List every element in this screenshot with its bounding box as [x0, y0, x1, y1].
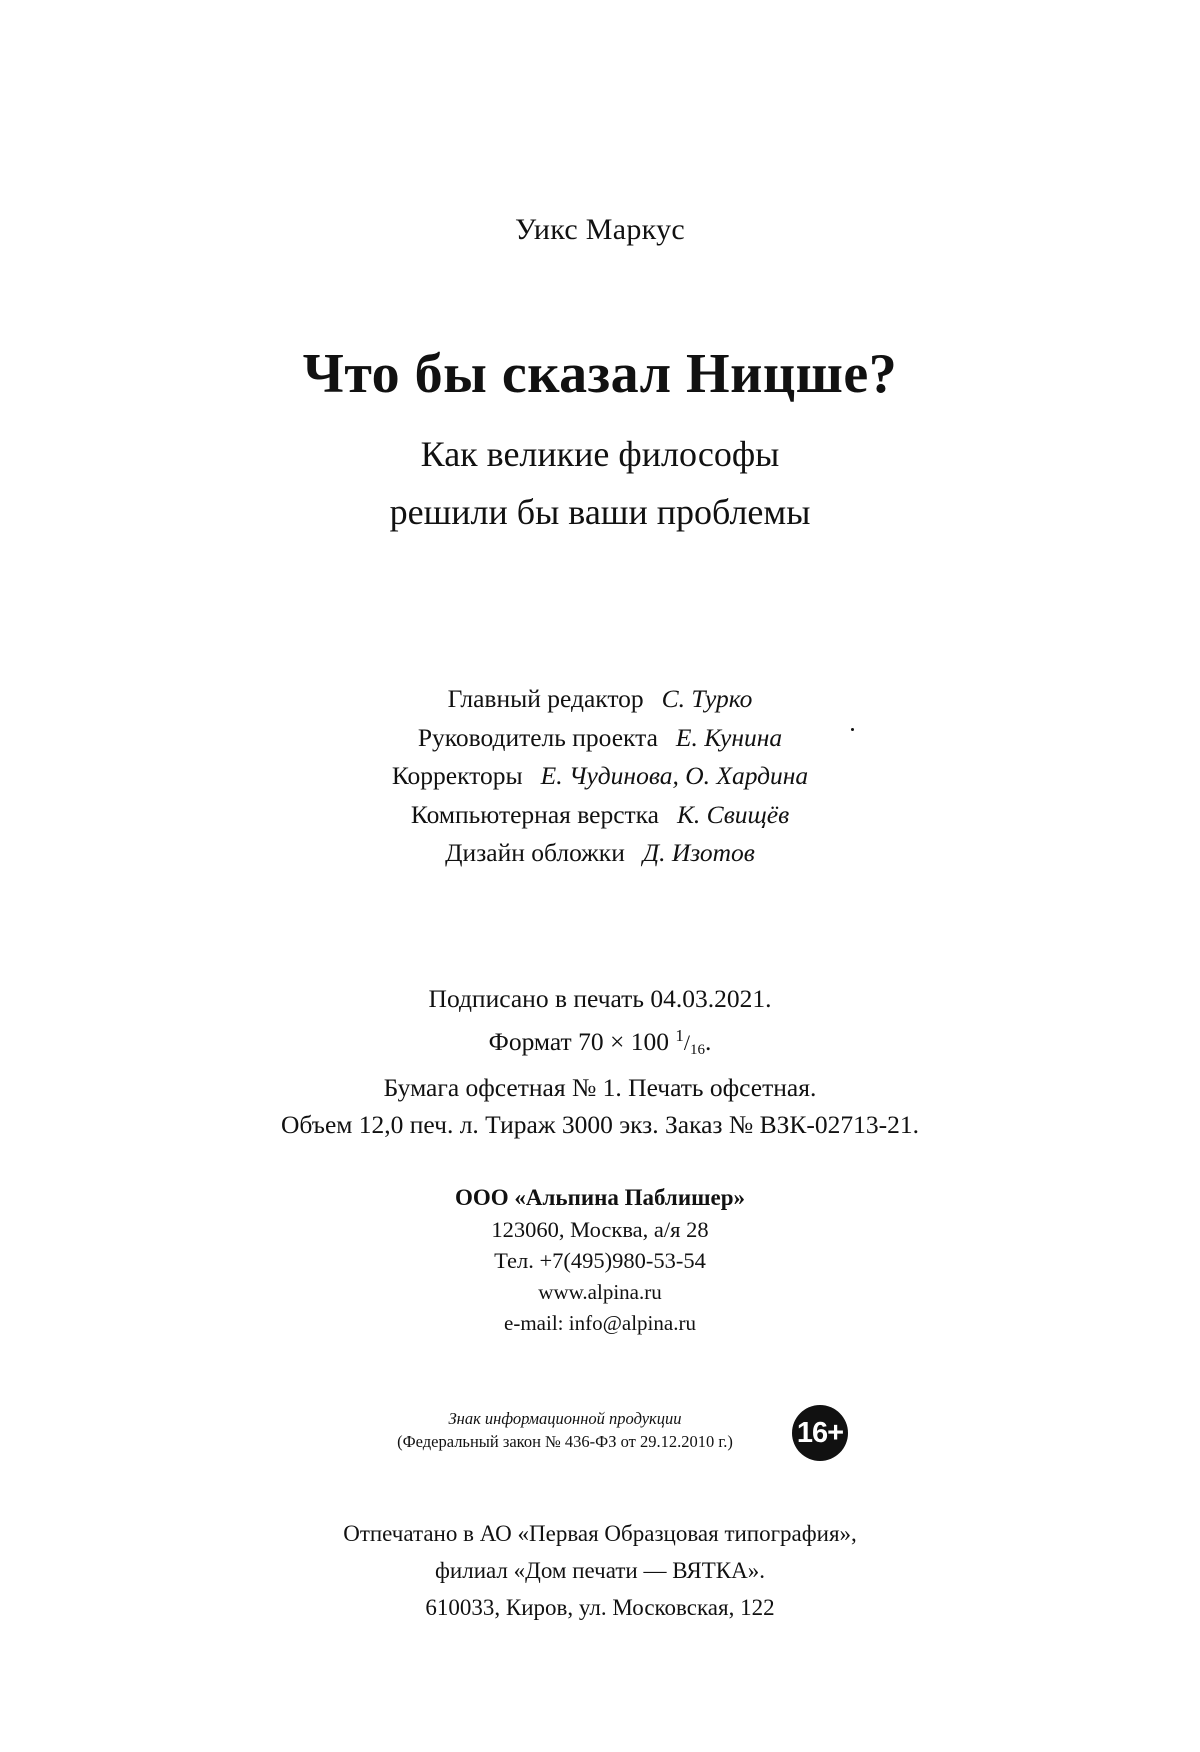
printer-block [0, 1515, 1200, 1626]
print-details [0, 980, 1200, 1143]
credit-layout [0, 796, 1200, 835]
paper-type: Бумага офсетная № 1. Печать офсетная. [383, 1073, 817, 1102]
age-rating-law: (Федеральный закон № 436-ФЗ от 29.12.2010 г.) [397, 1432, 733, 1451]
age-rating-label: Знак информационной продукции [448, 1409, 682, 1428]
fraction-numerator: 1 [675, 1026, 684, 1045]
publisher-website: www.alpina.ru [538, 1279, 662, 1304]
credit-project-manager [0, 719, 1200, 758]
format-fraction [675, 1027, 705, 1056]
fraction-slash: / [683, 1030, 690, 1055]
printer-line: 610033, Киров, ул. Московская, 122 [425, 1595, 775, 1620]
format-period: . [704, 1027, 712, 1056]
book-format [0, 1017, 1200, 1069]
credit-person: К. Свищёв [677, 799, 790, 829]
age-rating-block [0, 1405, 1200, 1465]
credit-role: Дизайн обложки [445, 838, 625, 867]
age-rating-text [350, 1407, 780, 1453]
credit-person: Д. Изотов [642, 838, 755, 867]
publisher-email: e-mail: info@alpina.ru [504, 1311, 696, 1335]
credit-cover-design [0, 834, 1200, 873]
printer-line: Отпечатано в АО «Первая Образцовая типография», [343, 1521, 857, 1546]
subtitle-line: Как великие философы [420, 434, 780, 474]
print-speck [851, 728, 854, 731]
book-title: Что бы сказал Ницше? [302, 343, 898, 405]
credit-role: Руководитель проекта [417, 722, 658, 752]
author-name: Уикс Маркус [514, 213, 686, 246]
publisher-phone: Тел. +7(495)980-53-54 [494, 1248, 706, 1273]
credit-proofreaders [0, 757, 1200, 796]
book-subtitle [0, 425, 1200, 541]
publisher-name: ООО «Альпина Паблишер» [455, 1185, 745, 1210]
fraction-denominator: 16 [689, 1042, 705, 1058]
signed-date: Подписано в печать 04.03.2021. [428, 984, 772, 1013]
publisher-address: 123060, Москва, а/я 28 [491, 1216, 709, 1242]
credit-role: Компьютерная верстка [410, 799, 659, 829]
credit-person: Е. Чудинова, О. Хардина [540, 761, 809, 790]
age-rating-badge: 16+ [792, 1405, 848, 1461]
printer-line: филиал «Дом печати — ВЯТКА». [435, 1558, 765, 1583]
credit-person: С. Турко [661, 684, 753, 713]
publisher-block [0, 1182, 1200, 1340]
format-size: Формат 70 × 100 [488, 1027, 669, 1056]
credit-person: Е. Кунина [675, 722, 783, 752]
credit-role: Корректоры [391, 761, 523, 790]
print-volume: Объем 12,0 печ. л. Тираж 3000 экз. Заказ № ВЗК-02713-21. [281, 1110, 919, 1139]
credit-role: Главный редактор [447, 684, 644, 713]
subtitle-line: решили бы ваши проблемы [389, 492, 811, 532]
credit-chief-editor [0, 680, 1200, 719]
credits-list [0, 680, 1200, 873]
